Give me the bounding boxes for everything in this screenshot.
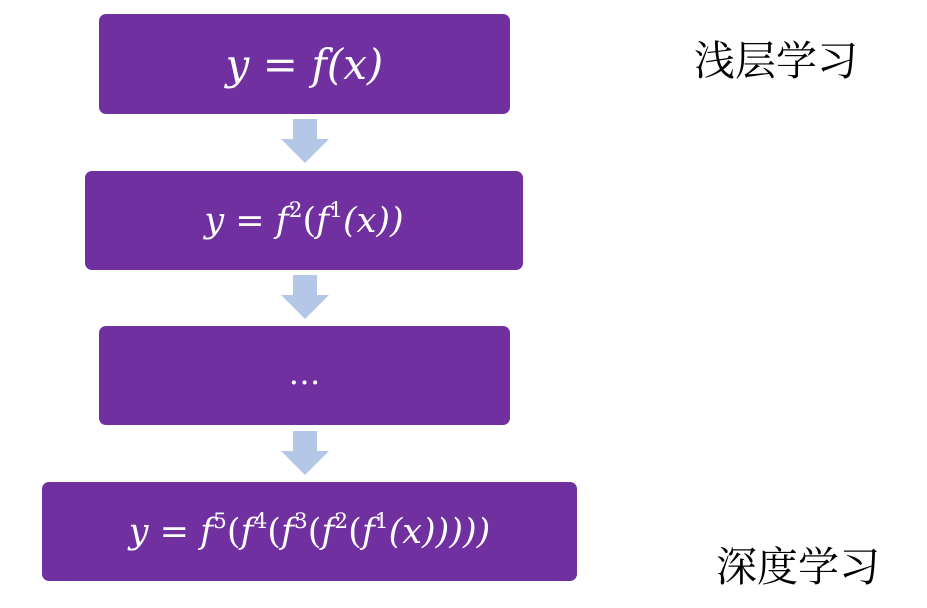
ellipsis-box [99, 326, 510, 425]
ellipsis-text: … [288, 353, 321, 392]
deep-learning-label: 深度学习 [716, 543, 880, 591]
shallow-function-box [99, 14, 510, 114]
down-arrow-icon [281, 275, 329, 319]
deep-function-box [42, 482, 577, 581]
formula-two-layer: $y = f^2(f^1(x))$ [204, 197, 404, 241]
two-layer-function-box [85, 171, 523, 270]
formula-shallow: y = f(x) [225, 39, 384, 89]
formula-deep: $y = f^5(f^4(f^3(f^2(f^1(x)))))$ [128, 508, 491, 552]
shallow-learning-label: 浅层学习 [694, 37, 858, 85]
down-arrow-icon [281, 431, 329, 475]
down-arrow-icon [281, 119, 329, 163]
